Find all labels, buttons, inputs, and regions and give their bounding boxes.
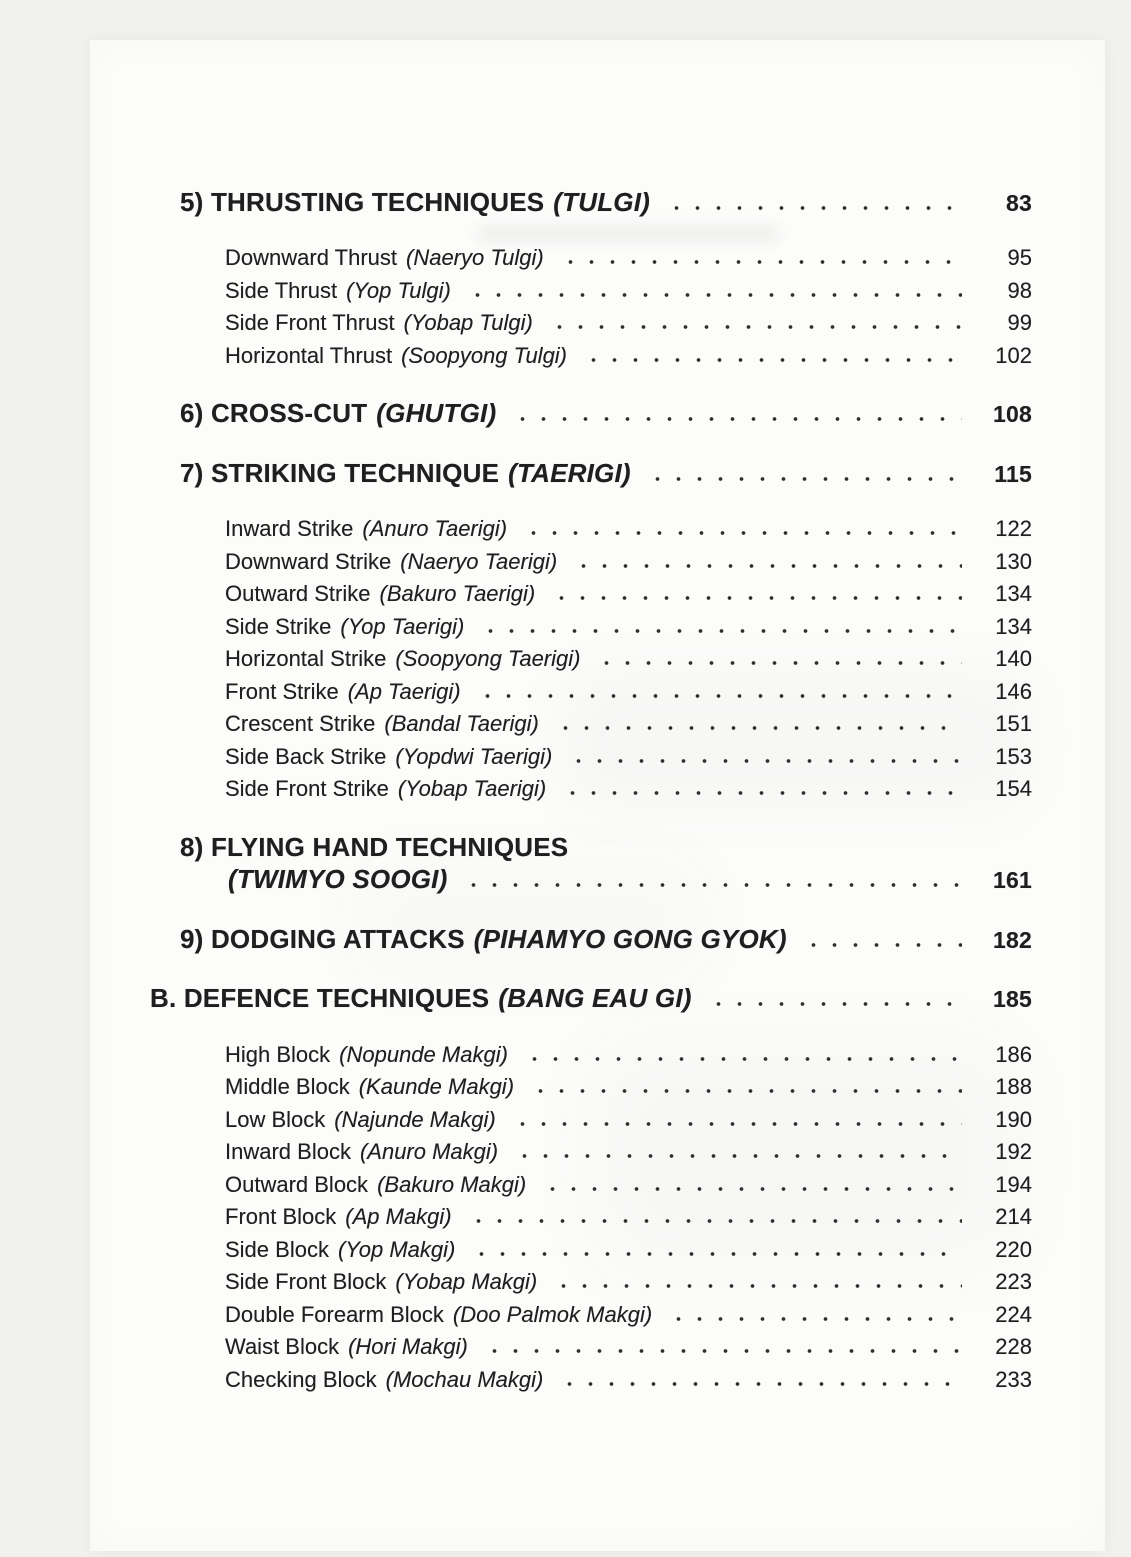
entry-title: Downward Thrust (225, 245, 397, 270)
entry-term: (Soopyong Tulgi) (401, 342, 568, 368)
entry-page-number: 122 (995, 516, 1032, 541)
entry-label (225, 1271, 537, 1293)
toc-list (150, 182, 1032, 1391)
entry-title: 7) STRIKING TECHNIQUE (180, 457, 500, 488)
entry-label (225, 548, 558, 574)
entry-page-number: 134 (995, 581, 1032, 606)
entry-label (180, 831, 569, 862)
entry-term: (Bandal Taerigi) (384, 711, 539, 736)
toc-entry-row (225, 334, 1032, 367)
dot-leader (553, 1380, 962, 1388)
dot-leader (474, 627, 962, 635)
entry-label (225, 1041, 508, 1067)
entry-term: (Bakuro Makgi) (377, 1171, 527, 1197)
entry-page-number: 153 (995, 743, 1032, 769)
entry-page-number: 233 (995, 1366, 1032, 1392)
entry-page-number: 194 (995, 1171, 1032, 1197)
entry-title: Inward Strike (225, 516, 354, 541)
toc-entry-row (225, 237, 1032, 270)
entry-title: Checking Block (225, 1366, 377, 1392)
entry-page-number: 185 (993, 986, 1032, 1012)
entry-label (225, 613, 465, 639)
entry-page-number: 224 (995, 1301, 1032, 1327)
dot-leader (641, 475, 962, 483)
entry-title: Middle Block (225, 1074, 350, 1099)
entry-page-number: 99 (1007, 310, 1032, 335)
entry-term: (Najunde Makgi) (334, 1106, 496, 1132)
entry-page-number: 154 (995, 776, 1032, 801)
toc-section-row (180, 394, 1032, 427)
entry-label (180, 186, 651, 217)
entry-label (225, 312, 533, 334)
entry-term: (Yop Tulgi) (346, 277, 451, 303)
entry-term: (GHUTGI) (376, 398, 497, 428)
entry-title: Outward Block (225, 1171, 369, 1197)
toc-entry-row (225, 1358, 1032, 1391)
entry-label (180, 400, 496, 426)
toc-entry-row (225, 703, 1032, 736)
entry-label (225, 277, 451, 303)
toc-entry-row (225, 1326, 1032, 1359)
entry-term: (Ap Makgi) (345, 1204, 452, 1229)
dot-leader (465, 1250, 962, 1258)
book-page (90, 40, 1105, 1551)
toc-section-row (180, 182, 1032, 215)
entry-label (225, 648, 580, 670)
entry-label (225, 1141, 498, 1163)
entry-label (225, 1366, 544, 1392)
entry-title: Horizontal Strike (225, 646, 387, 671)
entry-label (225, 247, 544, 269)
toc-section-row (180, 827, 1032, 860)
entry-label (225, 342, 568, 368)
entry-page-number: 182 (993, 926, 1032, 953)
entry-title: Side Thrust (225, 277, 338, 303)
entry-label (225, 713, 539, 735)
dot-leader (554, 258, 962, 266)
entry-page-number: 134 (995, 613, 1032, 639)
entry-title: Side Block (225, 1236, 329, 1262)
entry-term: (BANG EAU GI) (498, 983, 692, 1013)
dot-leader (457, 881, 962, 889)
entry-page-number: 102 (995, 342, 1032, 368)
entry-title: 8) FLYING HAND TECHNIQUES (180, 831, 569, 862)
dot-leader (462, 1217, 962, 1225)
dot-leader (556, 789, 962, 797)
entry-label (225, 678, 461, 704)
toc-entry-row (225, 508, 1032, 541)
dot-leader (478, 1347, 962, 1355)
dot-leader (508, 1152, 962, 1160)
entry-label (225, 1301, 653, 1327)
entry-page-number: 161 (993, 867, 1032, 893)
entry-page-number: 115 (994, 460, 1032, 487)
entry-title: Side Front Thrust (225, 310, 395, 335)
entry-page-number: 214 (995, 1204, 1032, 1229)
dot-leader (461, 291, 962, 299)
entry-title: Downward Strike (225, 548, 392, 574)
entry-title: Side Front Strike (225, 776, 389, 801)
dot-leader (562, 757, 962, 765)
entry-title: 5) THRUSTING TECHNIQUES (180, 186, 545, 217)
entry-title: B. DEFENCE TECHNIQUES (150, 983, 490, 1013)
dot-leader (549, 724, 962, 732)
toc-entry-row (225, 605, 1032, 638)
dot-leader (506, 1120, 962, 1128)
entry-term: (Doo Palmok Makgi) (452, 1301, 653, 1327)
entry-label (225, 583, 535, 605)
entry-page-number: 186 (995, 1041, 1032, 1067)
toc-entry-row (225, 735, 1032, 768)
entry-title: 9) DODGING ATTACKS (180, 923, 465, 954)
entry-page-number: 192 (995, 1139, 1032, 1164)
entry-term: (Nopunde Makgi) (339, 1041, 508, 1067)
entry-term: (Yop Taerigi) (340, 613, 465, 639)
dot-leader (471, 692, 962, 700)
entry-page-number: 220 (995, 1236, 1032, 1262)
entry-page-number: 188 (995, 1074, 1032, 1099)
entry-page-number: 130 (995, 548, 1032, 574)
entry-title: Outward Strike (225, 581, 371, 606)
dot-leader (517, 529, 962, 537)
entry-term: (Yobap Tulgi) (403, 310, 533, 335)
entry-title: Low Block (225, 1106, 326, 1132)
entry-label (180, 923, 787, 954)
entry-title: Side Strike (225, 613, 332, 639)
entry-title: Horizontal Thrust (225, 342, 393, 368)
entry-label (225, 1206, 452, 1228)
toc-entry-row (225, 670, 1032, 703)
toc-entry-row (225, 1033, 1032, 1066)
toc-entry-row (225, 302, 1032, 335)
entry-label (225, 743, 553, 769)
entry-term: (Bakuro Taerigi) (379, 581, 536, 606)
toc-section-row-continuation (228, 860, 1032, 893)
dot-leader (545, 594, 962, 602)
dot-leader (518, 1055, 962, 1063)
entry-term: (PIHAMYO GONG GYOK) (473, 923, 787, 954)
entry-label (150, 985, 692, 1011)
entry-title: Waist Block (225, 1334, 340, 1359)
entry-label (180, 457, 631, 488)
entry-label (225, 778, 546, 800)
toc-entry-row (225, 1131, 1032, 1164)
entry-term: (Yop Makgi) (337, 1236, 456, 1262)
dot-leader (590, 659, 962, 667)
entry-title: Front Block (225, 1204, 337, 1229)
entry-term: (Yobap Taerigi) (397, 776, 547, 801)
entry-term: (Soopyong Taerigi) (395, 646, 581, 671)
toc-section-row (150, 979, 1032, 1012)
toc-entry-row (225, 1293, 1032, 1326)
dot-leader (524, 1087, 962, 1095)
dot-leader (702, 1000, 962, 1008)
entry-title: Crescent Strike (225, 711, 376, 736)
entry-page-number: 146 (995, 678, 1032, 704)
entry-term: (TWIMYO SOOGI) (228, 864, 448, 894)
entry-page-number: 140 (995, 646, 1032, 671)
entry-label (225, 1336, 468, 1358)
entry-term: (Anuro Makgi) (359, 1139, 499, 1164)
dot-leader (660, 204, 962, 212)
toc-entry-row (225, 1196, 1032, 1229)
entry-term: (Anuro Taerigi) (362, 516, 508, 541)
toc-entry-row (225, 638, 1032, 671)
dot-leader (506, 415, 962, 423)
entry-term: (TAERIGI) (508, 457, 631, 488)
dot-leader (536, 1185, 962, 1193)
dot-leader (567, 562, 962, 570)
entry-label (225, 1236, 456, 1262)
dot-leader (662, 1315, 962, 1323)
toc-entry-row (225, 1066, 1032, 1099)
dot-leader (543, 323, 962, 331)
entry-page-number: 151 (995, 711, 1032, 736)
entry-page-number: 190 (995, 1106, 1032, 1132)
toc-entry-row (225, 1261, 1032, 1294)
toc-section-row (180, 919, 1032, 952)
entry-term: (TULGI) (553, 186, 651, 217)
dot-leader (577, 356, 962, 364)
entry-page-number: 98 (1007, 277, 1032, 303)
entry-term: (Naeryo Taerigi) (400, 548, 558, 574)
entry-title: High Block (225, 1041, 331, 1067)
entry-label (225, 518, 507, 540)
toc-entry-row (225, 768, 1032, 801)
entry-label (225, 1076, 514, 1098)
entry-term: (Yobap Makgi) (395, 1269, 538, 1294)
entry-page-number: 108 (993, 401, 1032, 427)
entry-term: (Ap Taerigi) (347, 678, 461, 704)
entry-label (225, 1106, 496, 1132)
entry-title: Side Back Strike (225, 743, 387, 769)
entry-title: Inward Block (225, 1139, 351, 1164)
entry-title: 6) CROSS-CUT (180, 398, 368, 428)
dot-leader (797, 941, 962, 949)
entry-term: (Hori Makgi) (348, 1334, 468, 1359)
entry-title: Front Strike (225, 678, 339, 704)
toc-entry-row (225, 269, 1032, 302)
entry-page-number: 223 (995, 1269, 1032, 1294)
toc-entry-row (225, 1098, 1032, 1131)
entry-page-number: 95 (1007, 245, 1032, 270)
entry-title: Side Front Block (225, 1269, 387, 1294)
entry-term: (Yopdwi Taerigi) (395, 743, 553, 769)
entry-term: (Mochau Makgi) (385, 1366, 544, 1392)
toc-entry-row (225, 573, 1032, 606)
entry-page-number: 83 (1006, 189, 1032, 216)
entry-title: Double Forearm Block (225, 1301, 444, 1327)
entry-term: (Naeryo Tulgi) (406, 245, 544, 270)
toc-entry-row (225, 1163, 1032, 1196)
entry-term: (Kaunde Makgi) (358, 1074, 515, 1099)
toc-entry-row (225, 540, 1032, 573)
entry-label (225, 1171, 527, 1197)
dot-leader (547, 1282, 962, 1290)
entry-page-number: 228 (995, 1334, 1032, 1359)
toc-entry-row (225, 1228, 1032, 1261)
toc-section-row (180, 453, 1032, 486)
